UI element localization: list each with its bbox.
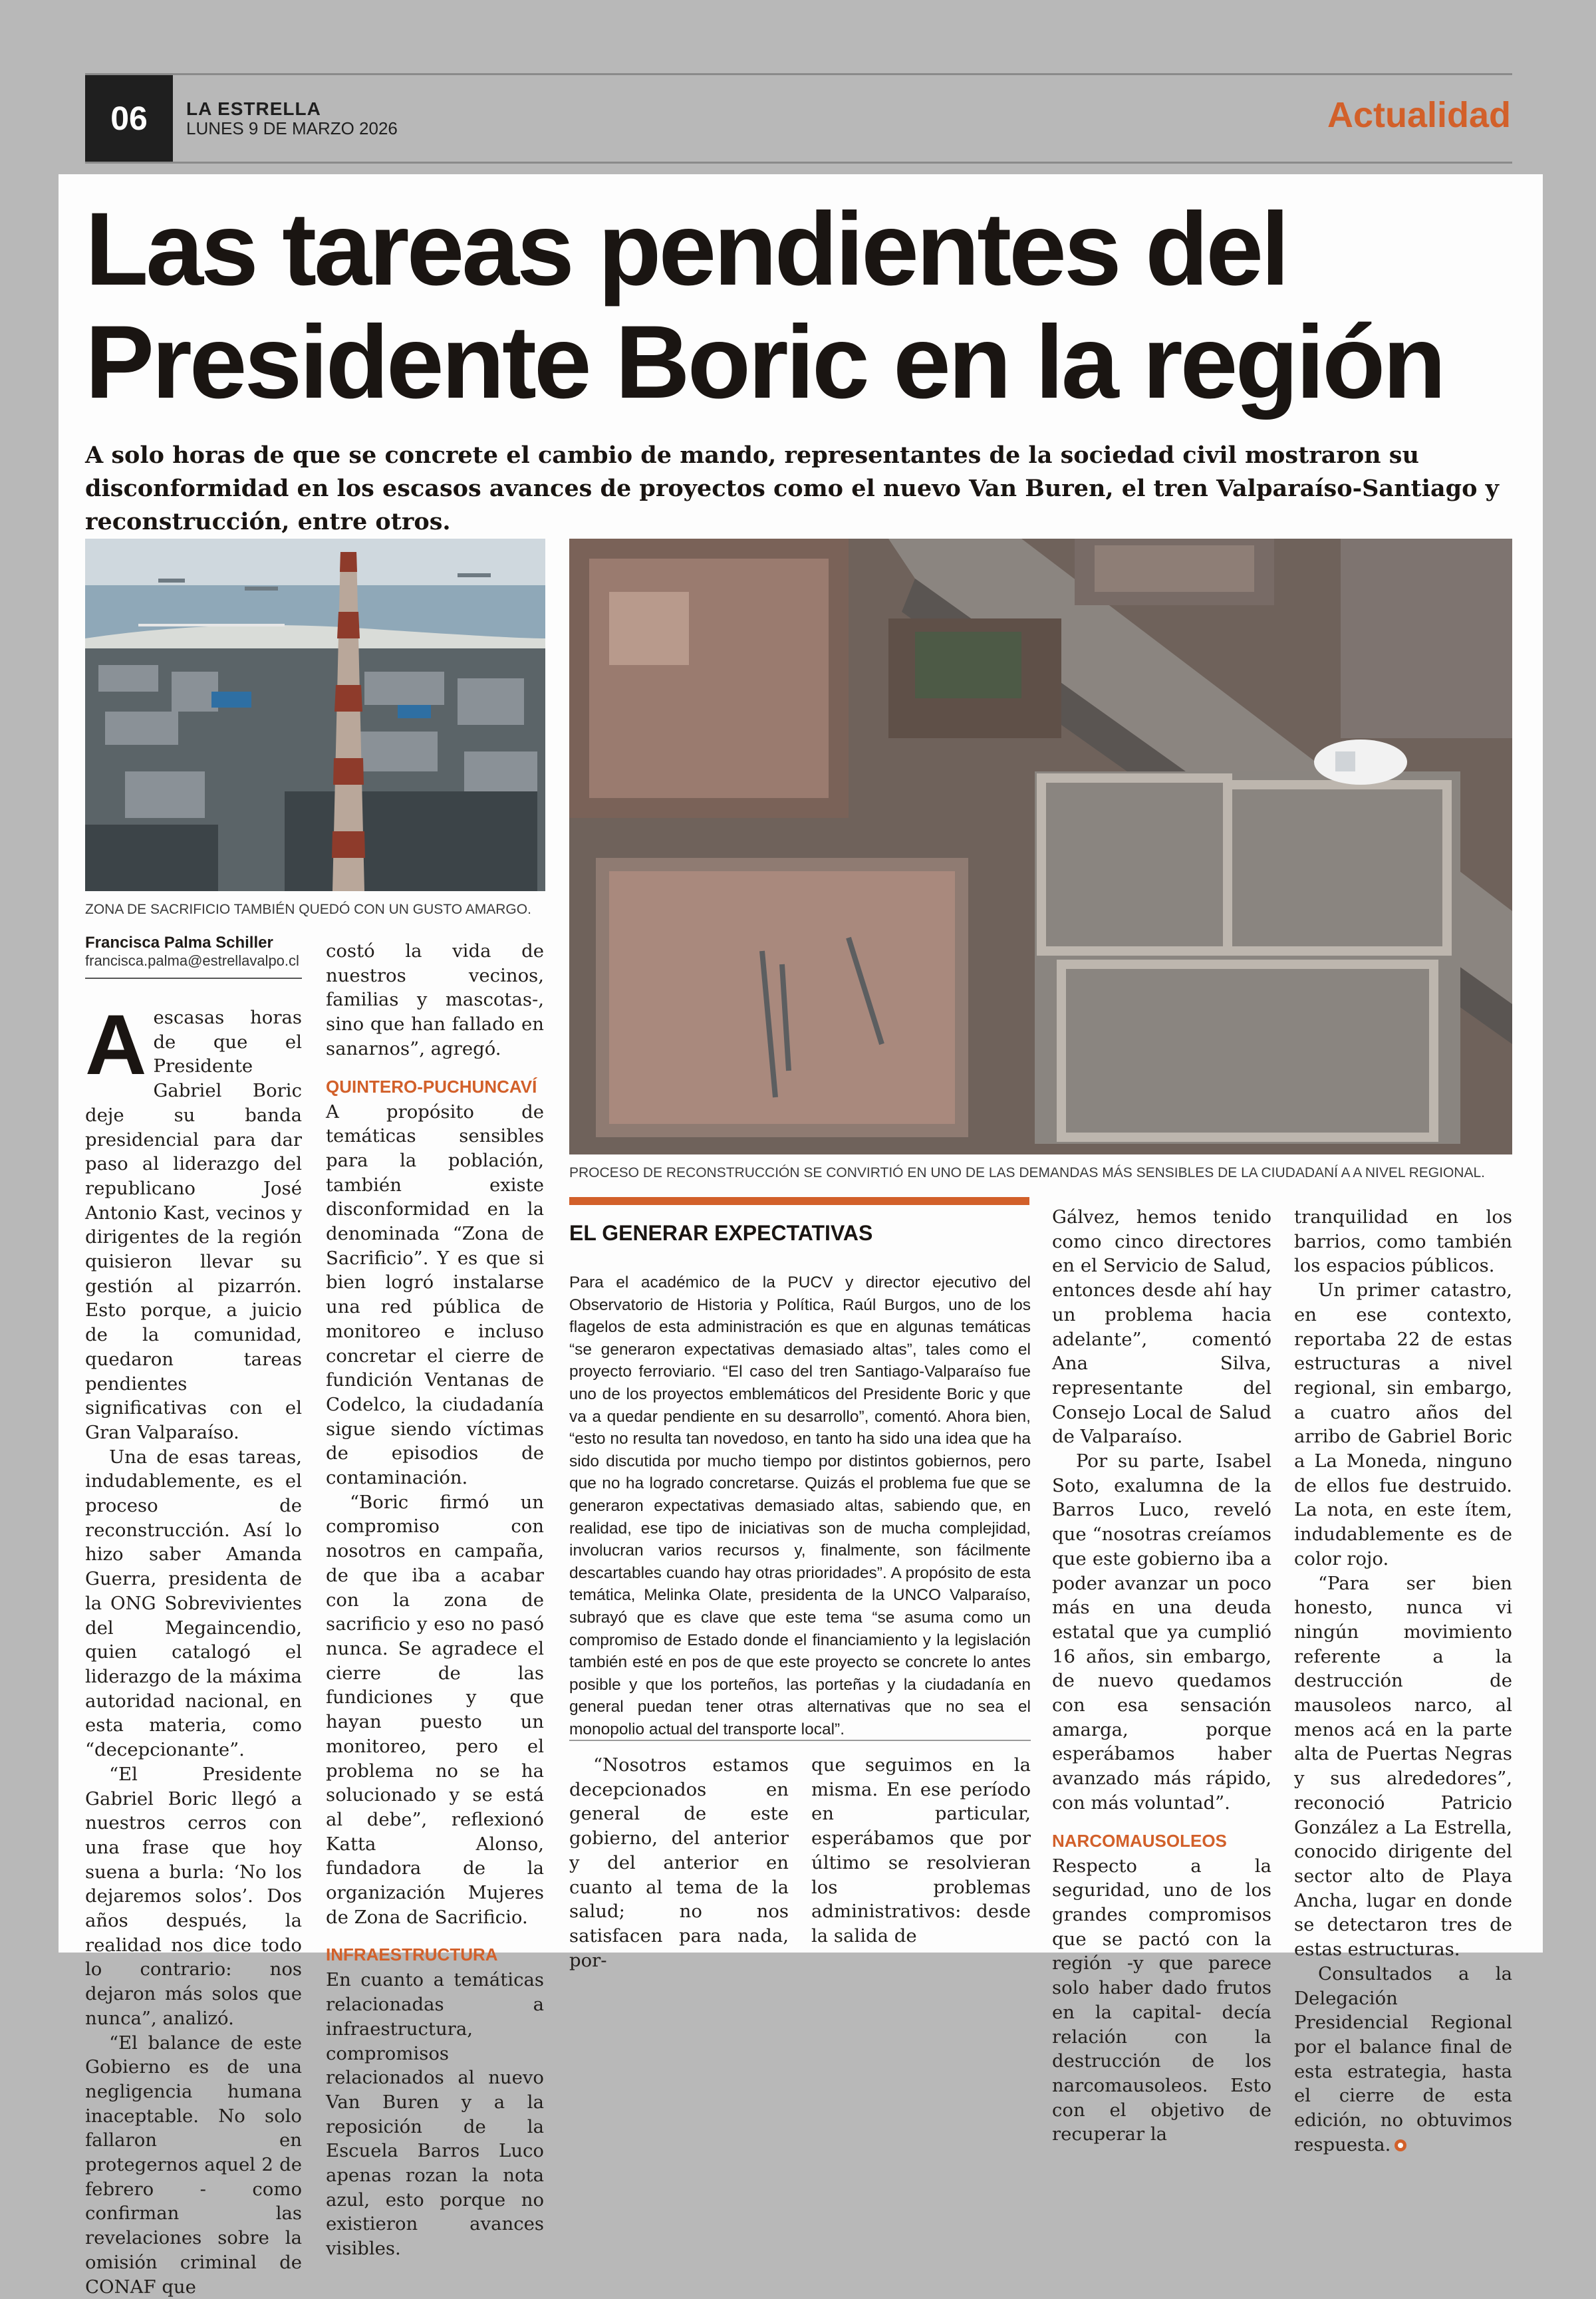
page-number: 06 xyxy=(85,75,173,162)
subhead-quintero: QUINTERO-PUCHUNCAVÍ xyxy=(326,1076,537,1097)
article-paragraph: “El balance de este Gobierno es de una negligencia humana inaceptable. No solo fallaron en protegernos aquel 2 de febrero - como confirman las revelaciones sobre la omisión criminal de CONAF que xyxy=(85,2032,302,2298)
end-mark-icon xyxy=(1395,2139,1406,2151)
article-paragraph: Un primer catastro, en ese contexto, reportaba 22 de estas estructuras a nivel regional, sin embargo, a cuatro años del arribo de Gabriel Boric a La Moneda, ninguno de ellos fue destruido. La nota, en este ítem, indudablemente es de color rojo. xyxy=(1294,1280,1512,1569)
article-paragraph: “El Presidente Gabriel Boric llegó a nuestros cerros con una frase que hoy suena a burla: ‘No los dejaremos solos’. Dos años después, la realidad nos dice todo lo contrario: nos dejaron más solos que nunca”, analizó. xyxy=(85,1763,302,2029)
article-paragraph: A propósito de temáticas sensibles para la población, también existe disconformidad en la denominada “Zona de Sacrificio”. Y es que si bien logró instalarse una red pública de monitoreo e incluso concretar el cierre de fundición Ventanas de Codelco, la ciudadanía sigue siendo víctimas de episodios de contaminación. xyxy=(326,1101,544,1489)
article-paragraph: Por su parte, Isabel Soto, exalumna de la Barros Luco, reveló que “nosotras creíamos que este gobierno iba a poder avanzar un poco más en una deuda estatal que ya cumplió 16 años, sin embargo, de nuevo quedamos con esa sensación amarga, porque esperábamos haber avanzado más rápido, con más voluntad”. xyxy=(1052,1450,1271,1814)
article-paragraph: costó la vida de nuestros vecinos, familias y mascotas-, sino que han fallado en sanarnos”, agregó. xyxy=(326,940,544,1059)
article-column-7 xyxy=(1294,1205,1512,2157)
article-paragraph: Una de esas tareas, indudablemente, es el proceso de reconstrucción. Así lo hizo saber Amanda Guerra, presidenta de la ONG Sobrevivientes del Megaincendio, quien catalogó el liderazgo de la máxima autoridad nacional, en esta materia, como “decepcionante”. xyxy=(85,1446,302,1761)
byline-email[interactable]: francisca.palma@estrellavalpo.cl xyxy=(85,952,299,969)
article-paragraph: Aescasas horas de que el Presidente Gabriel Boric deje su banda presidencial para dar paso al liderazgo del republicano José Antonio Kast, vecinos y dirigentes de la región quisieron llevar su gestión al pizarrón. Esto porque, a juicio de la comunidad, quedaron tareas pendientes significativas con el Gran Valparaíso. xyxy=(85,998,302,1443)
photo-reconstruction-image xyxy=(569,539,1512,1154)
publication-name: LA ESTRELLA xyxy=(186,98,321,119)
byline-rule xyxy=(85,978,302,979)
headline-line-1: Las tareas pendientes del xyxy=(85,192,1287,307)
article-paragraph: tranquilidad en los barrios, como también los espacios públicos. xyxy=(1294,1206,1512,1277)
article-paragraph: Consultados a la Delegación Presidencial Regional por el balance final de esta estrategia, hasta el cierre de esta edición, no obtuvimos respuesta. xyxy=(1294,1962,1512,2155)
article-column-4 xyxy=(569,1753,789,1972)
sidebar-accent-bar xyxy=(569,1197,1029,1205)
article-paragraph: que seguimos en la misma. En ese período en particular, esperábamos que por último se resolvieran los problemas administrativos: desde la salida de xyxy=(811,1754,1031,1947)
photo-reconstruction xyxy=(569,539,1512,1154)
header-rule-bottom xyxy=(85,162,1512,164)
photo-reconstruction-caption: PROCESO DE RECONSTRUCCIÓN SE CONVIRTIÓ EN UNO DE LAS DEMANDAS MÁS SENSIBLES DE LA CIUDADANÍ A A NIVEL REGIONAL. xyxy=(569,1165,1485,1180)
publication-date: LUNES 9 DE MARZO 2026 xyxy=(186,118,398,138)
article-paragraph: En cuanto a temáticas relacionadas a infraestructura, compromisos relacionados al nuevo Van Buren y a la reposición de la Escuela Barros Luco apenas rozan la nota azul, esto porque no existieron avances visibles. xyxy=(326,1969,544,2260)
sidebar-rule xyxy=(569,1740,1031,1741)
sidebar-title: EL GENERAR EXPECTATIVAS xyxy=(569,1221,873,1245)
headline xyxy=(85,193,1482,419)
article-column-2 xyxy=(326,939,544,2261)
article-paragraph: Gálvez, hemos tenido como cinco directores en el Servicio de Salud, entonces desde ahí hay un problema hacia adelante”, comentó Ana Silva, representante del Consejo Local de Salud de Valparaíso. xyxy=(1052,1206,1271,1448)
article-column-6 xyxy=(1052,1205,1271,2147)
article-column-5 xyxy=(811,1753,1031,1949)
article-paragraph: “Para ser bien honesto, nunca vi ningún movimiento referente a la destrucción de mausoleos narco, al menos acá en la parte alta de Puertas Negras y sus alrededores”, reconoció Patricio González a La Estrella, conocido dirigente del sector alto de Playa Ancha, lugar en donde se detectaron tres de estas estructuras. xyxy=(1294,1572,1512,1961)
photo-sacrifice-zone-caption: ZONA DE SACRIFICIO TAMBIÉN QUEDÓ CON UN GUSTO AMARGO. xyxy=(85,902,531,917)
article-paragraph: “Boric firmó un compromiso con nosotros en campaña, de que iba a acabar con la zona de sacrificio y eso no pasó nunca. Se agradece el cierre de las fundiciones y que hayan puesto un monitoreo, pero el problema no se ha solucionado y se está al debe”, reflexionó Katta Alonso, fundadora de la organización Mujeres de Zona de Sacrificio. xyxy=(326,1491,544,1928)
sidebar-text: Para el académico de la PUCV y director ejecutivo del Observatorio de Historia y Política, Raúl Burgos, uno de los flagelos de esta administración es que en algunas temáticas “se generaron expectativas demasiado altas”, tales como el proyecto ferroviario. “El caso del tren Santiago-Valparaíso fue uno de los proyectos emblemáticos del Presidente Boric y que va a quedar pendiente en su desarrollo”, comentó. Ahora bien, “esto no resulta tan novedoso, en tanto ha sido una idea que ha sido discutida por mucho tiempo por distintos gobiernos, pero que no ha logrado concretarse. Quizás el problema fue que se generaron expectativas demasiado altas, sabiendo que, en realidad, ese tipo de iniciativas son de mucha complejidad, involucran varios recursos y, finalmente, son fácilmente descartables cuando hay otras prioridades”. A propósito de esta temática, Melinka Olate, presidenta de la UNCO Valparaíso, subrayó que es clave que este tema “se asuma como un compromiso de Estado donde el financiamiento y la legislación también esté en pos de que este proyecto se concrete lo antes posible y que los porteños, las porteñas y la ciudadanía en general puedan tener otras alternativas que no sea el monopolio actual del transporte local”. xyxy=(569,1274,1031,1738)
header-rule-top xyxy=(85,73,1512,75)
subhead-infraestructura: INFRAESTRUCTURA xyxy=(326,1945,498,1965)
article-paragraph: Respecto a la seguridad, uno de los grandes compromisos que se pactó con la región -y que parece solo haber dado frutos en la capital- decía relación con la destrucción de los narcomausoleos. Esto con el objetivo de recuperar la xyxy=(1052,1855,1271,2145)
article-paragraph: “Nosotros estamos decepcionados en general de este gobierno, del anterior y del anterior en cuanto al tema de la salud; no nos satisfacen para nada, por- xyxy=(569,1754,789,1971)
byline-author: Francisca Palma Schiller xyxy=(85,934,273,952)
subhead-narcomausoleos: NARCOMAUSOLEOS xyxy=(1052,1830,1227,1851)
drop-cap: A xyxy=(85,998,147,1093)
photo-sacrifice-zone-image xyxy=(85,539,545,891)
headline-line-2: Presidente Boric en la región xyxy=(85,305,1444,420)
section-label: Actualidad xyxy=(1327,95,1511,135)
article-column-1 xyxy=(85,998,302,2299)
deck-summary: A solo horas de que se concrete el cambio de mando, representantes de la sociedad civil mostraron su disconformidad en los escasos avances de proyectos como el nuevo Van Buren, el tren Valparaíso-Santiago y reconstrucción, entre otros. xyxy=(85,442,1499,535)
photo-sacrifice-zone xyxy=(85,539,545,891)
